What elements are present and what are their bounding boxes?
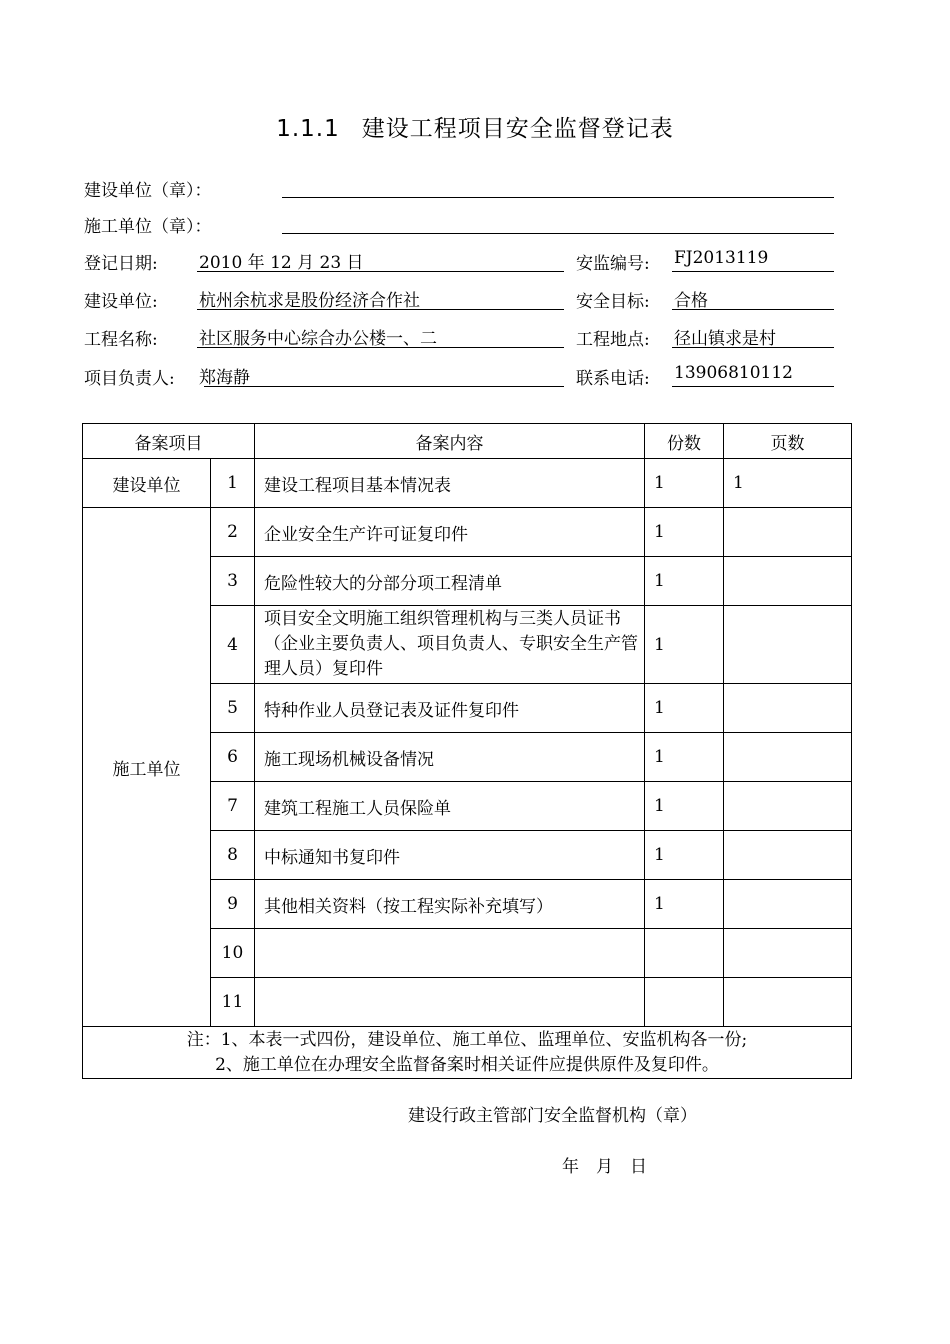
row-content: 其他相关资料（按工程实际补充填写） — [255, 880, 645, 929]
safety-target-label: 安全目标: — [576, 292, 650, 312]
row-copies: 1 — [645, 606, 724, 684]
row-pages — [724, 733, 852, 782]
phone-value: 13906810112 — [674, 363, 793, 383]
row-copies — [645, 978, 724, 1027]
row-content: 危险性较大的分部分项工程清单 — [255, 557, 645, 606]
row-copies — [645, 929, 724, 978]
row-pages — [724, 929, 852, 978]
construct-unit-seal-line — [282, 233, 834, 234]
safety-target-line — [672, 309, 834, 310]
group-build-unit: 建设单位 — [83, 459, 211, 508]
row-content: 建设工程项目基本情况表 — [255, 459, 645, 508]
project-location-value: 径山镇求是村 — [674, 329, 776, 349]
row-no: 8 — [211, 831, 255, 880]
build-unit-value: 杭州余杭求是股份经济合作社 — [199, 291, 420, 311]
phone-line — [672, 386, 834, 387]
reg-date-label: 登记日期: — [84, 254, 158, 274]
project-name-value: 社区服务中心综合办公楼一、二 — [199, 329, 437, 349]
row-no: 3 — [211, 557, 255, 606]
row-no: 10 — [211, 929, 255, 978]
row-pages — [724, 782, 852, 831]
row-pages — [724, 606, 852, 684]
table-header-row — [83, 424, 852, 459]
row-no: 9 — [211, 880, 255, 929]
header-copies: 份数 — [645, 424, 724, 459]
supervision-no-label: 安监编号: — [576, 254, 650, 274]
row-no: 2 — [211, 508, 255, 557]
row-content: 项目安全文明施工组织管理机构与三类人员证书（企业主要负责人、项目负责人、专职安全生产管理人员）复印件 — [255, 606, 645, 684]
supervision-no-value: FJ2013119 — [674, 248, 769, 268]
row-copies: 1 — [645, 557, 724, 606]
row-no: 1 — [211, 459, 255, 508]
build-unit-label: 建设单位: — [84, 292, 158, 312]
footer-date: 年 月 日 — [562, 1157, 647, 1177]
project-name-label: 工程名称: — [84, 330, 158, 350]
table-row — [83, 508, 852, 557]
row-content: 企业安全生产许可证复印件 — [255, 508, 645, 557]
construct-unit-seal-label: 施工单位（章）： — [84, 217, 212, 237]
row-pages — [724, 508, 852, 557]
project-name-line — [197, 347, 564, 348]
filing-table — [82, 423, 852, 1079]
authority-seal-label: 建设行政主管部门安全监督机构（章） — [408, 1106, 697, 1126]
note-line-2: 2、施工单位在办理安全监督备案时相关证件应提供原件及复印件。 — [215, 1054, 719, 1075]
row-no: 11 — [211, 978, 255, 1027]
project-leader-label: 项目负责人: — [84, 369, 175, 389]
note-line-1: 注：1、本表一式四份，建设单位、施工单位、监理单位、安监机构各一份; — [186, 1029, 748, 1050]
row-pages — [724, 978, 852, 1027]
title-text: 建设工程项目安全监督登记表 — [361, 116, 674, 142]
table-row — [83, 459, 852, 508]
title-number: 1.1.1 — [276, 116, 340, 142]
project-location-line — [672, 347, 834, 348]
reg-date-line — [197, 271, 564, 272]
row-copies: 1 — [645, 880, 724, 929]
page-title — [0, 110, 950, 143]
build-unit-seal-line — [282, 197, 834, 198]
supervision-no-line — [672, 271, 834, 272]
row-pages — [724, 684, 852, 733]
group-construct-unit: 施工单位 — [83, 508, 211, 1027]
row-content — [255, 978, 645, 1027]
header-pages: 页数 — [724, 424, 852, 459]
row-no: 6 — [211, 733, 255, 782]
row-no: 7 — [211, 782, 255, 831]
row-copies: 1 — [645, 459, 724, 508]
project-location-label: 工程地点: — [576, 330, 650, 350]
row-content: 建筑工程施工人员保险单 — [255, 782, 645, 831]
row-pages — [724, 880, 852, 929]
row-copies: 1 — [645, 684, 724, 733]
row-content: 中标通知书复印件 — [255, 831, 645, 880]
row-copies: 1 — [645, 733, 724, 782]
safety-target-value: 合格 — [674, 291, 708, 311]
header-content: 备案内容 — [255, 424, 645, 459]
build-unit-seal-label: 建设单位（章）： — [84, 181, 212, 201]
header-item: 备案项目 — [83, 424, 255, 459]
table-note — [83, 1027, 852, 1079]
row-copies: 1 — [645, 831, 724, 880]
row-no: 4 — [211, 606, 255, 684]
row-pages — [724, 557, 852, 606]
project-leader-value: 郑海静 — [199, 368, 250, 388]
project-leader-line — [204, 386, 564, 387]
row-no: 5 — [211, 684, 255, 733]
table-note-row — [83, 1027, 852, 1079]
build-unit-line — [197, 309, 564, 310]
row-copies: 1 — [645, 508, 724, 557]
row-pages: 1 — [724, 459, 852, 508]
reg-date-value: 2010 年 12 月 23 日 — [199, 253, 364, 273]
row-copies: 1 — [645, 782, 724, 831]
row-content: 施工现场机械设备情况 — [255, 733, 645, 782]
row-pages — [724, 831, 852, 880]
row-content: 特种作业人员登记表及证件复印件 — [255, 684, 645, 733]
phone-label: 联系电话: — [576, 369, 650, 389]
row-content — [255, 929, 645, 978]
